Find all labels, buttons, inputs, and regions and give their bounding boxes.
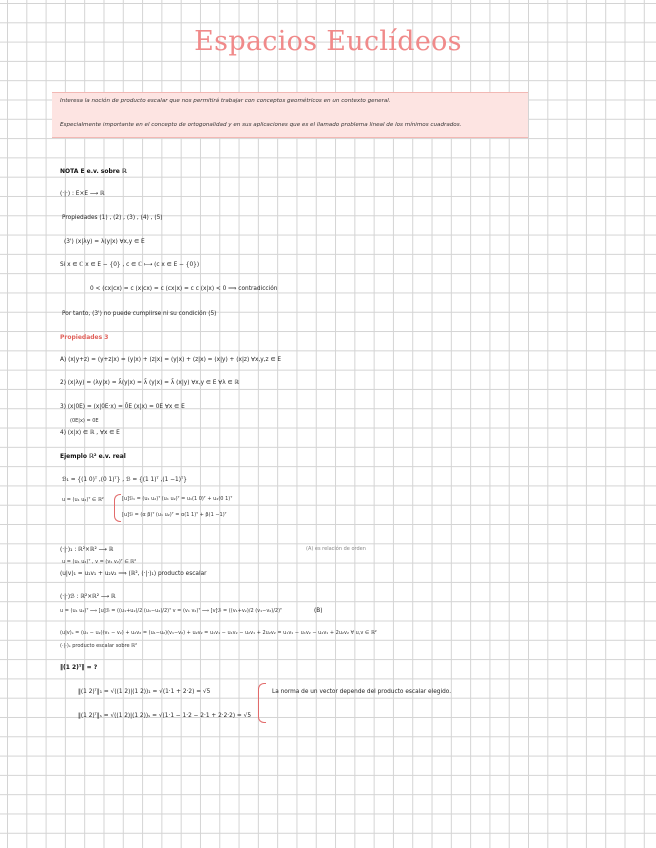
norm-b: ‖(1 2)ᵀ‖ₛ = √((1 2)|(1 2))ₛ = √(1·1 − 1·2 − 2·1 + 2·2·2) = √5 [78, 713, 252, 719]
page-title: Espacios Euclídeos [194, 26, 462, 57]
inner-product-1-formula: (u|v)₁ = u₁v₁ + u₂v₂ ⟹ (ℝ², (·|·)₁) producto escalar [60, 571, 207, 577]
property-3-zero: (0E|x) = 0E [70, 418, 99, 424]
property-4: 4) (x|x) ∈ ℝ , ∀x ∈ E [60, 430, 120, 436]
note-heading: NOTA E e.v. sobre ℝ [60, 168, 127, 175]
inner-product-b-def: (·|·)ℬ : ℝ²×ℝ² ⟶ ℝ [60, 594, 116, 600]
norm-brace [258, 683, 266, 723]
side-note-b: (B) [314, 608, 323, 614]
norm-remark: La norma de un vector depende del producto escalar elegido. [272, 689, 452, 695]
intro-line-2: Especialmente importante en el concepto de ortogonalidad y en sus aplicaciones que es el llamado problema lineal de los mínimos cuadrados. [60, 122, 462, 128]
coords-b1: [u]ℬ₁ = (u₁ u₂)ᵀ (u₁ u₂)ᵀ = u₁(1 0)ᵀ + u₂(0 1)ᵀ [122, 496, 233, 502]
norm-1: ‖(1 2)ᵀ‖₁ = √((1 2)|(1 2))₁ = √(1·1 + 2·2) = √5 [78, 689, 211, 695]
inner-product-b-formula: (u|v)ₛ = (u₁ − u₂)(v₁ − v₂) + u₂v₂ = (u₁−u₂)(v₁−v₂) + u₂v₂ = u₁v₁ − u₁v₂ − u₂v₁ + 2u₂v₂ = u₁v₁ − u₁v₂ − u₂v₁ + 2u₂v₂ ∀ u,v ∈ ℝ² [60, 630, 377, 636]
vectors-uv: u = (u₁ u₂)ᵀ , v = (v₁ v₂)ᵀ ∈ ℝ² [62, 559, 137, 565]
contradiction-line: 0 < (cx|cx) = c (x|cx) = c (cx|x) = c c (x|x) < 0 ⟹ contradicción [90, 286, 278, 292]
inner-product-def: (·|·) : E×E ⟶ ℝ [60, 191, 105, 197]
coords-b: [u]ℬ = (α β)ᵀ (u₁ u₂)ᵀ = α(1 1)ᵀ + β(1 −1)ᵀ [122, 512, 227, 518]
properties-list: Propiedades (1) , (2) , (3) , (4) , (5) [62, 215, 163, 221]
vector-u: u = (u₁ u₂)ᵀ ∈ ℝ² [62, 497, 104, 503]
inner-product-1-def: (·|·)₁ : ℝ²×ℝ² ⟶ ℝ [60, 547, 114, 553]
property-1: A) (x|y+z) = (y+z|x) = (y|x) + (z|x) = (y|x) + (z|x) = (x|y) + (x|z) ∀x,y,z ∈ E [60, 357, 281, 363]
example-heading: Ejemplo ℝ² e.v. real [60, 453, 126, 460]
intro-line-1: Interesa la noción de producto escalar que nos permitirá trabajar con conceptos geométricos en un contexto general. [60, 98, 391, 104]
inner-product-b-note: (·|·)ₛ producto escalar sobre ℝ² [60, 643, 138, 649]
side-note-a: (A) es relación de orden [306, 546, 366, 552]
conclusion-line: Por tanto, (3') no puede cumplirse ni su condición (5) [62, 311, 217, 317]
coord-brace [114, 494, 121, 522]
norm-question: ‖(1 2)ᵀ‖ = ? [60, 664, 98, 671]
coords-uv-b: u = (u₁ u₂)ᵀ ⟹ [u]ℬ = ((u₁+u₂)/2 (u₁−u₂)/2)ᵀ v = (v₁ v₂)ᵀ ⟹ [v]ℬ = ((v₁+v₂)/2 (v₁−v₂)/2)ᵀ [60, 608, 282, 614]
section-heading-properties: Propiedades 3 [60, 334, 109, 341]
complex-case: Si x ∈ ℂ x ∈ E − {0} , c ∈ ℂ ⟼ (c x ∈ E − {0}) [60, 262, 200, 268]
property-2: 2) (x|λy) = (λy|x) = λ̄(y|x) = λ̄ (y|x) = λ̄ (x|y) ∀x,y ∈ E ∀λ ∈ ℝ [60, 380, 239, 386]
property-3prime: (3') (x|λy) = λ(y|x) ∀x,y ∈ E [64, 239, 145, 245]
bases-line: ℬ₁ = {(1 0)ᵀ ,(0 1)ᵀ} , ℬ = {(1 1)ᵀ ,(1 −1)ᵀ} [62, 477, 187, 483]
property-3: 3) (x|0E) = (x|0E·x) = 0̄E (x|x) = 0E ∀x ∈ E [60, 404, 185, 410]
